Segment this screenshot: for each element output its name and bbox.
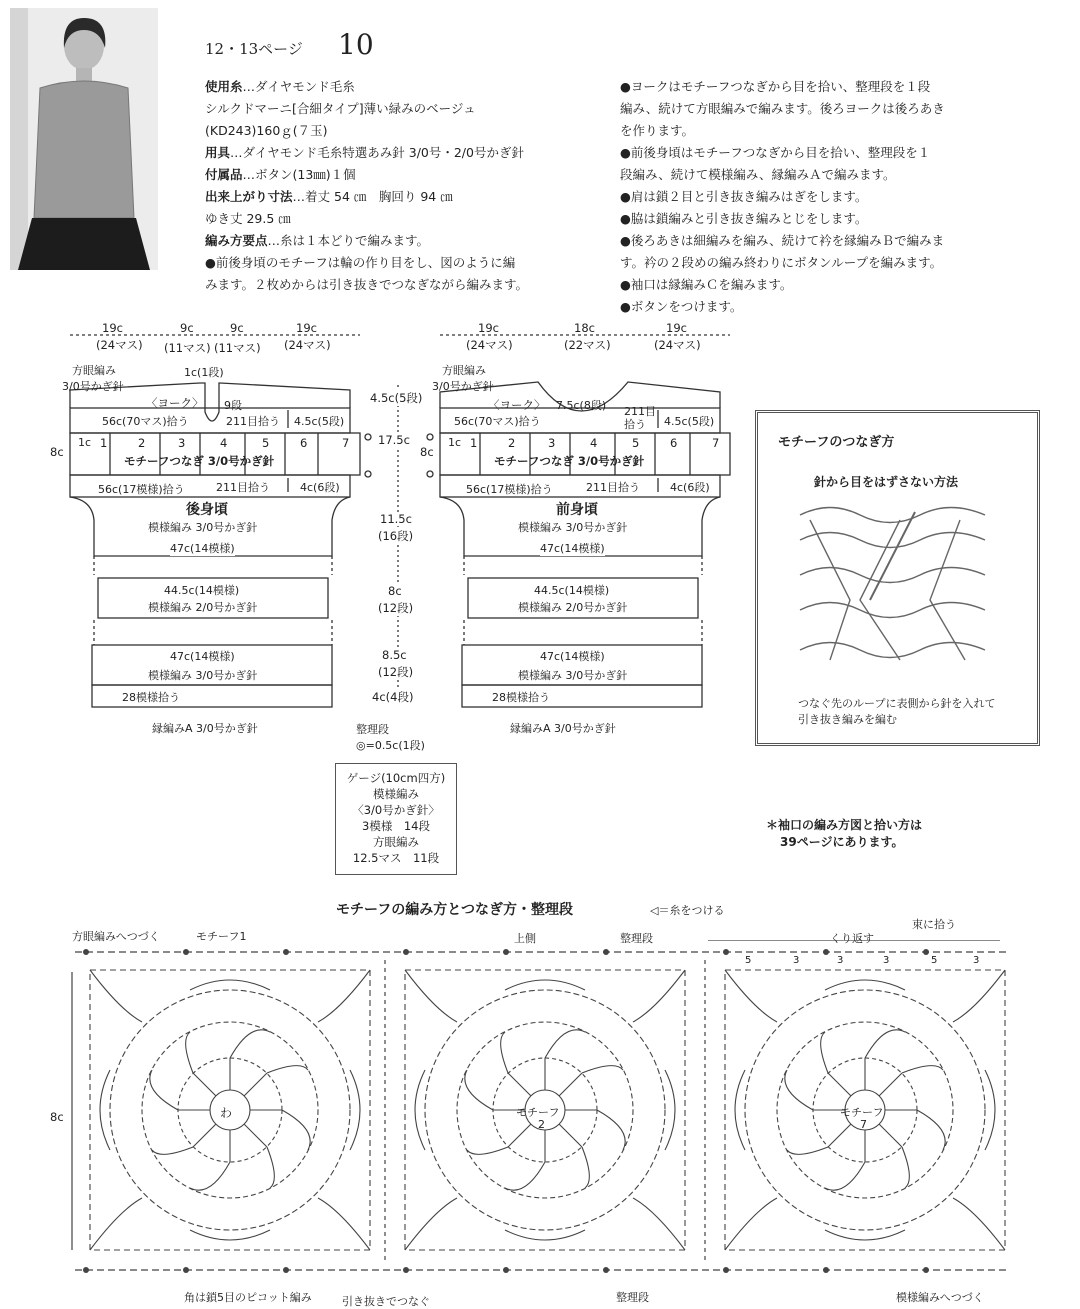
back-dim: (11マス): [214, 341, 261, 355]
chart-repeat: くり返す: [830, 932, 874, 945]
front-pick70: 56c(70マス)拾う: [454, 415, 541, 428]
gauge-line: 〈3/0号かぎ針〉: [352, 803, 440, 817]
back-rows6: 4c(6段): [300, 481, 340, 494]
front-hoganami-needle: 3/0号かぎ針: [432, 380, 494, 393]
joining-title: モチーフのつなぎ方: [778, 435, 895, 450]
accessories-text: …ボタン(13㎜)１個: [242, 167, 356, 182]
back-pattern: 模様編み 3/0号かぎ針: [148, 521, 258, 534]
front-motif-num: 6: [670, 436, 678, 450]
front-dim: (22マス): [564, 338, 611, 352]
instruction-line: を作ります。: [620, 123, 695, 138]
chart-title: モチーフの編み方とつなぎ方・整理段: [336, 902, 574, 918]
joining-caption: つなぐ先のループに表側から針を入れて: [798, 697, 996, 710]
front-pick211b: 211目拾う: [586, 481, 640, 494]
back-rows9: 9段: [224, 399, 242, 412]
back-motif-num: 6: [300, 436, 308, 450]
back-dim: (24マス): [284, 338, 331, 352]
back-motif-num: 5: [262, 436, 270, 450]
front-dim: 19c: [478, 321, 499, 335]
front-yoke: 〈ヨーク〉: [488, 398, 546, 412]
back-dim: (24マス): [96, 338, 143, 352]
front-hoganami: 方眼編み: [442, 364, 486, 377]
tools-text: …ダイヤモンド毛糸特選あみ針 3/0号・2/0号かぎ針: [230, 145, 524, 160]
front-motif-num: 5: [632, 436, 640, 450]
sleeve-length: ゆき丈 29.5 ㎝: [205, 211, 291, 226]
gauge-box: [335, 763, 457, 875]
chart-legend: ◁＝糸をつける: [650, 904, 725, 917]
instruction-line: ●ボタンをつけます。: [620, 299, 743, 314]
instruction-line: す。衿の２段めの編み終わりにボタンループを編みます。: [620, 255, 943, 270]
front-motif-num: 3: [548, 436, 556, 450]
front-pick28: 28模様拾う: [492, 691, 550, 704]
yarn-brand: …ダイヤモンド毛糸: [242, 79, 355, 94]
front-dim: (24マス): [654, 338, 701, 352]
front-dim: (24マス): [466, 338, 513, 352]
instruction-line: ●後ろあきは細編みを編み、続けて衿を縁編みＢで編みま: [620, 233, 945, 248]
front-m1c: 1c: [448, 436, 462, 449]
front-dim: 18c: [574, 321, 595, 335]
back-w47b: 47c(14模様): [170, 650, 235, 663]
back-motif-num: 7: [342, 436, 350, 450]
chart-motif2-num: 2: [538, 1118, 545, 1131]
front-motif-label: モチーフつなぎ 3/0号かぎ針: [494, 454, 645, 468]
pattern-number: 10: [338, 28, 374, 61]
back-pick70: 56c(70マス)拾う: [102, 415, 189, 428]
chart-bottom-note: 角は鎖5目のピコット編み: [184, 1291, 312, 1304]
front-motif-num: 4: [590, 436, 598, 450]
points-text: …糸は１本どりで編みます。: [267, 233, 430, 248]
size-label: 出来上がり寸法: [205, 189, 293, 204]
repeat-num: 5: [931, 955, 938, 966]
page-ref: 12・13ページ: [205, 40, 303, 58]
front-dim: 19c: [666, 321, 687, 335]
repeat-num: 3: [793, 955, 800, 966]
center-dim: 8.5c: [382, 648, 407, 662]
size-text: …着丈 54 ㎝ 胸回り 94 ㎝: [292, 189, 453, 204]
back-pattern3: 模様編み 3/0号かぎ針: [148, 669, 258, 682]
back-pick211: 211目拾う: [226, 415, 280, 428]
back-pick28: 28模様拾う: [122, 691, 180, 704]
points-label: 編み方要点: [205, 233, 268, 248]
back-yoke: 〈ヨーク〉: [146, 396, 204, 410]
center-dim: 17.5c: [378, 433, 410, 447]
back-hoganami-needle: 3/0号かぎ針: [62, 380, 124, 393]
gauge-line: 模様編み: [373, 787, 419, 801]
center-dim: (16段): [378, 529, 414, 543]
chart-seiri-top: 整理段: [620, 932, 653, 945]
front-motif-num: 7: [712, 436, 720, 450]
chart-bundle: 束に拾う: [912, 918, 956, 931]
joining-caption: 引き抜き編みを編む: [798, 713, 897, 726]
gauge-line: 方眼編み: [373, 835, 419, 849]
center-dim: (12段): [378, 665, 414, 679]
front-shoulder: 4.5c(5段): [664, 415, 715, 428]
joining-note-box: [755, 410, 1040, 746]
front-neck: 7.5c(8段): [556, 399, 607, 412]
repeat-num: 3: [973, 955, 980, 966]
points-line-3: みます。２枚めからは引き抜きでつなぎながら編みます。: [205, 277, 529, 292]
tools-label: 用具: [205, 145, 231, 160]
back-m1c: 1c: [78, 436, 92, 449]
front-edge: 縁編みA 3/0号かぎ針: [510, 722, 616, 735]
yarn-label: 使用糸: [205, 79, 243, 94]
front-pattern3: 模様編み 3/0号かぎ針: [518, 669, 628, 682]
chart-motif7-num: 7: [860, 1118, 867, 1131]
back-dim: 19c: [296, 321, 317, 335]
repeat-num: 3: [883, 955, 890, 966]
instruction-line: 編み、続けて方眼編みで編みます。後ろヨークは後ろあき: [620, 101, 945, 116]
center-dim: 4c(4段): [372, 690, 414, 704]
back-dim: 9c: [180, 321, 194, 335]
chart-bottom-note: 引き抜きでつなぐ: [342, 1295, 430, 1308]
back-pick17: 56c(17模様)拾う: [98, 483, 185, 496]
back-tab: 1c(1段): [184, 366, 224, 379]
accessories-label: 付属品: [205, 167, 243, 182]
instruction-line: ●ヨークはモチーフつなぎから目を拾い、整理段を１段: [620, 79, 931, 94]
back-motif-num: 2: [138, 436, 146, 450]
back-dim: (11マス): [164, 341, 211, 355]
center-dim: 11.5c: [380, 512, 412, 526]
chart-left-top: 方眼編みへつづく: [72, 930, 160, 943]
repeat-num: 3: [837, 955, 844, 966]
back-pattern2: 模様編み 2/0号かぎ針: [148, 601, 258, 614]
chart-right-bottom: 模様編みへつづく: [896, 1291, 984, 1304]
gauge-line: ゲージ(10cm四方): [346, 771, 446, 785]
back-motif-num: 4: [220, 436, 228, 450]
front-w47: 47c(14模様): [540, 542, 605, 555]
front-motif-num: 1: [470, 436, 478, 450]
back-w47: 47c(14模様): [170, 542, 235, 555]
instruction-line: 段編み、続けて模様編み、縁編みＡで編みます。: [620, 167, 896, 182]
front-pattern2: 模様編み 2/0号かぎ針: [518, 601, 628, 614]
points-line-2: ●前後身頃のモチーフは輪の作り目をし、図のように編: [205, 255, 516, 270]
back-dim: 9c: [230, 321, 244, 335]
center-dim: (12段): [378, 601, 414, 615]
back-w445: 44.5c(14模様): [164, 584, 240, 597]
back-motif-label: モチーフつなぎ 3/0号かぎ針: [124, 454, 275, 468]
back-motif-num: 1: [100, 436, 108, 450]
chart-motif7: モチーフ: [840, 1106, 884, 1119]
front-motif-num: 2: [508, 436, 516, 450]
front-h8c: 8c: [420, 445, 434, 459]
sleeve-note: 39ページにあります。: [780, 835, 904, 849]
chart-top-side: 上側: [514, 932, 536, 945]
back-dim: 19c: [102, 321, 123, 335]
yarn-amount: (KD243)160ｇ(７玉): [205, 123, 328, 138]
front-rows6: 4c(6段): [670, 481, 710, 494]
instruction-line: ●脇は鎖編みと引き抜き編みとじをします。: [620, 211, 868, 226]
front-pattern: 模様編み 3/0号かぎ針: [518, 521, 628, 534]
center-dim: 8c: [388, 584, 402, 598]
seiri-label: 整理段: [356, 723, 389, 736]
front-pick17: 56c(17模様)拾う: [466, 483, 553, 496]
instruction-line: ●袖口は縁編みＣを編みます。: [620, 277, 793, 292]
gauge-line: 12.5マス 11段: [352, 851, 440, 865]
back-hoganami: 方眼編み: [72, 364, 116, 377]
chart-motif1: モチーフ1: [196, 930, 247, 943]
front-pick211-u: 拾う: [624, 418, 646, 431]
back-pick211b: 211目拾う: [216, 481, 270, 494]
back-edge: 縁編みA 3/0号かぎ針: [152, 722, 258, 735]
back-title: 後身頃: [186, 502, 228, 518]
front-title: 前身頃: [556, 502, 598, 518]
repeat-num: 5: [745, 955, 752, 966]
center-dim: 4.5c(5段): [370, 391, 423, 405]
front-w445: 44.5c(14模様): [534, 584, 610, 597]
chart-height: 8c: [50, 1110, 64, 1124]
front-pick211: 211目: [624, 405, 656, 418]
chart-seiri-bottom: 整理段: [616, 1291, 649, 1304]
seiri-def: ◎=0.5c(1段): [356, 739, 425, 752]
sleeve-note: ＊袖口の編み方図と拾い方は: [766, 818, 923, 832]
joining-subtitle: 針から目をはずさない方法: [814, 475, 959, 489]
front-w47b: 47c(14模様): [540, 650, 605, 663]
chart-center-ring: わ: [220, 1106, 233, 1120]
instruction-line: ●肩は鎖２目と引き抜き編みはぎをします。: [620, 189, 868, 204]
instruction-line: ●前後身頃はモチーフつなぎから目を拾い、整理段を１: [620, 145, 931, 160]
chart-motif2: モチーフ: [516, 1106, 560, 1119]
yarn-name: シルクドマーニ[合細タイプ]薄い緑みのベージュ: [205, 101, 476, 116]
back-shoulder: 4.5c(5段): [294, 415, 345, 428]
back-motif-num: 3: [178, 436, 186, 450]
back-h8c: 8c: [50, 445, 64, 459]
gauge-line: 3模様 14段: [362, 819, 430, 833]
